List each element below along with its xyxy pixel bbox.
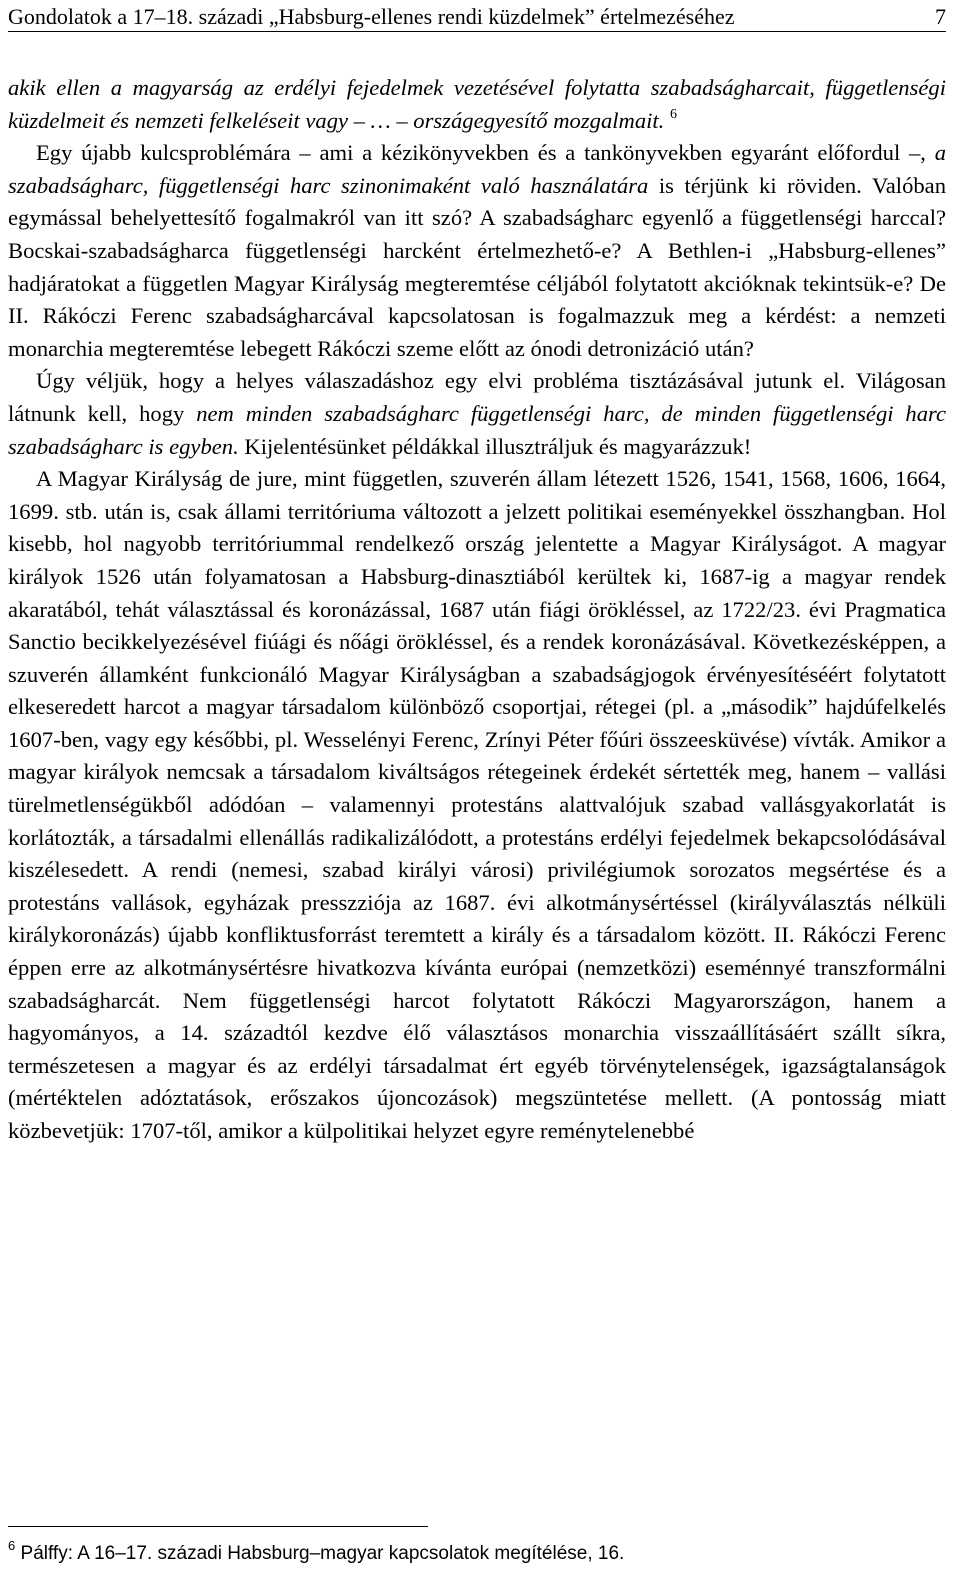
footnote: [8, 1538, 946, 1567]
paragraph-3-part-a: Úgy véljük, hogy a helyes válaszadáshoz egy elvi probléma tisztázásával jutunk el. Világosan látnunk kell, hogy: [8, 368, 946, 426]
paragraph-3-italic: nem minden szabadságharc függetlenségi harc, de minden függetlenségi harc szabadságharc is egyben.: [8, 400, 947, 459]
paragraph-3-part-c: Kijelentésünket példákkal illusztráljuk és magyarázzuk!: [238, 433, 752, 459]
running-title: Gondolatok a 17–18. századi „Habsburg-ellenes rendi küzdelmek” értelmezéséhez: [8, 4, 735, 29]
paragraph-2-part-c: is térjünk ki röviden. Valóban egymással behelyettesítő fogalmakról van itt szó? A szabadságharc egyenlő a függetlenségi harccal? Bocskai-szabadságharca függetlenségi harcként értelmezhető-e? A Bethlen-i „Habsburg-ellenes” hadjáratokat a független Magyar Királyság megteremtése céljából folytatott akcióknak tekintsük-e? De II. Rákóczi Ferenc szabadságharcával kapcsolatosan is fogalmazzuk meg a kérdést: a nemzeti monarchia megteremtése lebegett Rákóczi szeme előtt az ónodi detronizáció után?: [8, 172, 946, 361]
footnote-text: Pálffy: A 16–17. századi Habsburg–magyar kapcsolatok megítélése, 16.: [20, 1543, 625, 1564]
paragraph-1-italic: akik ellen a magyarság az erdélyi fejedelmek vezetésével folytatta szabadságharcait, függetlenségi küzdelmeit és nemzeti felkeléseit vagy – … – országegyesítő mozgalmait.: [8, 75, 946, 133]
paragraph-1: [8, 72, 946, 137]
paragraph-4: A Magyar Királyság de jure, mint független, szuverén állam létezett 1526, 1541, 1568, 1606, 1664, 1699. stb. után is, csak állami territóriuma változott a jelzett politikai eseményekkel összhangban. Hol kisebb, hol nagyobb territóriummal rendelkező ország jelentette a Magyar Királyságot. A magyar királyok 1526 után folyamatosan a Habsburg-dinasztiából kerültek ki, 1687-ig a magyar rendek akaratából, tehát választással és koronázással, 1687 után fiági örökléssel, az 1722/23. évi Pragmatica Sanctio becikkelyezésével fiúági és nőági örökléssel, és a rendek koronázásával. Következésképpen, a szuverén államként funkcionáló Magyar Királyságban a szabadságjogok érvényesítéséért folytatott elkeseredett harcot a magyar társadalom különböző csoportjai, rétegei (pl. a „második” hajdúfelkelés 1607-ben, vagy egy későbbi, pl. Wesselényi Ferenc, Zrínyi Péter főúri összeesküvése) vívták. Amikor a magyar királyok nemcsak a társadalom kiváltságos rétegeinek érdekét sértették meg, hanem – vallási türelmetlenségükből adódóan – valamennyi protestáns alattvalójuk szabad vallásgyakorlatát is korlátozták, a társadalmi ellenállás radikalizálódott, a protestáns erdélyi fejedelmek bekapcsolódásával kiszélesedett. A rendi (nemesi, szabad királyi városi) privilégiumok sorozatos megsértése és a protestáns vallások, egyházak presszziója az 1687. évi alkotmánysértéssel (királyválasztás nélküli királykoronázás) újabb konfliktusforrást teremtett a király és a társadalom között. II. Rákóczi Ferenc éppen erre az alkotmánysértésre hivatkozva kívánta európai (nemzetközi) eseménnyé transzformálni szabadságharcát. Nem függetlenségi harcot folytatott Rákóczi Magyarországon, hanem a hagyományos, a 14. századtól kezdve élő választásos monarchia visszaállításáért szállt síkra, természetesen a magyar és az erdélyi társadalmat ért egyéb törvénytelenségek, igazságtalanságok (mértéktelen adóztatások, erőszakos újoncozások) megszüntetése mellett. (A pontosság miatt közbevetjük: 1707-től, amikor a külpolitikai helyzet egyre reménytelenebbé: [8, 466, 946, 1143]
paragraph-2-italic: a szabadságharc, függetlenségi harc szinonimaként való használatára: [8, 140, 946, 198]
running-header: [8, 2, 946, 32]
paragraph-2-part-a: Egy újabb kulcsproblémára – ami a kézikönyvekben és a tankönyvekben egyaránt előfordul –,: [36, 140, 935, 166]
page-number: 7: [935, 4, 946, 29]
footnote-marker: 6: [8, 1538, 16, 1553]
header-rule: [8, 31, 946, 32]
paragraph-3: [8, 365, 946, 463]
paragraph-2: [8, 137, 946, 365]
footnote-reference[interactable]: 6: [670, 106, 677, 122]
body-text: [8, 72, 946, 1148]
footnote-rule: [8, 1526, 428, 1527]
